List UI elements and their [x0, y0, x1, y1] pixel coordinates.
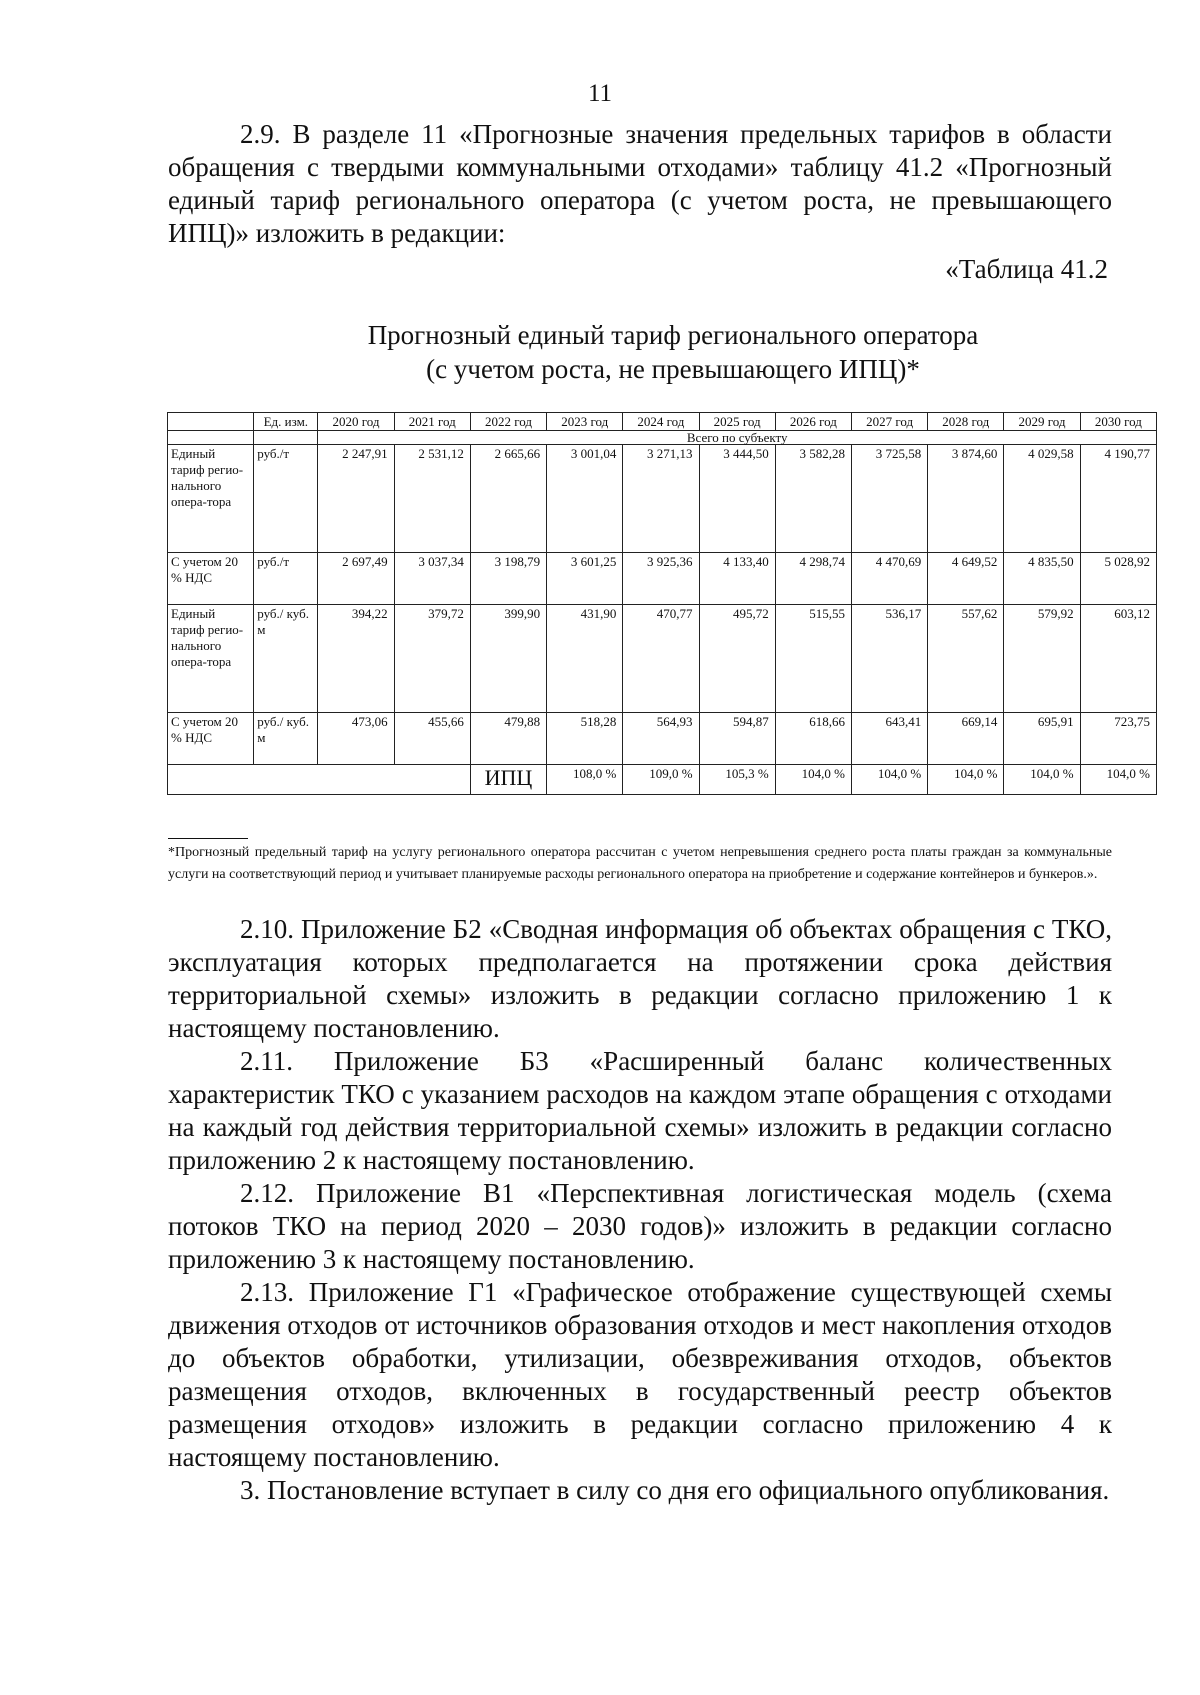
- intro-paragraph: 2.9. В разделе 11 «Прогнозные значения предельных тарифов в области обращения с твердыми коммунальными отходами» таблицу 41.2 «Прогнозный единый тариф регионального оператора (с учетом роста, не превышающего ИПЦ)» изложить в редакции:: [168, 119, 1112, 248]
- row-value: 2 531,12: [394, 445, 470, 553]
- row-value: 473,06: [318, 713, 394, 765]
- table-row: [168, 445, 1157, 553]
- row-value: 4 835,50: [1004, 553, 1080, 605]
- row-value: 3 037,34: [394, 553, 470, 605]
- row-value: 3 001,04: [547, 445, 623, 553]
- row-value: 4 133,40: [699, 553, 775, 605]
- row-value: 3 444,50: [699, 445, 775, 553]
- ipc-value: 104,0 %: [775, 765, 851, 795]
- ipc-value: 104,0 %: [928, 765, 1004, 795]
- row-value: 3 271,13: [623, 445, 699, 553]
- footnote: *Прогнозный предельный тариф на услугу регионального оператора рассчитан с учетом непревышения среднего роста платы граждан за коммунальные услуги на соответствующий период и учитывает планируемые расходы регионального оператора на приобретение и содержание контейнеров и бункеров.».: [168, 845, 1112, 882]
- row-value: 470,77: [623, 605, 699, 713]
- row-value: 394,22: [318, 605, 394, 713]
- paragraph-2-12: 2.12. Приложение В1 «Перспективная логистическая модель (схема потоков ТКО на период 2020 – 2030 годов)» изложить в редакции согласно приложению 3 к настоящему постановлению.: [168, 1178, 1112, 1274]
- row-label: Единый тариф регио-нального опера-тора: [168, 445, 254, 553]
- row-value: 4 190,77: [1080, 445, 1156, 553]
- row-label: Единый тариф регио-нального опера-тора: [168, 605, 254, 713]
- header-year: 2028 год: [928, 413, 1004, 431]
- ipc-value: 105,3 %: [699, 765, 775, 795]
- ipc-row: [168, 765, 1157, 795]
- header-year: 2025 год: [699, 413, 775, 431]
- row-value: 379,72: [394, 605, 470, 713]
- row-value: 695,91: [1004, 713, 1080, 765]
- row-unit: руб./ куб. м: [254, 605, 318, 713]
- row-value: 479,88: [470, 713, 546, 765]
- paragraph-2-10: 2.10. Приложение Б2 «Сводная информация об объектах обращения с ТКО, эксплуатация которых предполагается на протяжении срока действия территориальной схемы» изложить в редакции согласно приложению 1 к настоящему постановлению.: [168, 914, 1112, 1043]
- row-value: 594,87: [699, 713, 775, 765]
- row-value: 3 582,28: [775, 445, 851, 553]
- table-label: «Таблица 41.2: [945, 254, 1108, 284]
- footnote-rule: [168, 838, 248, 839]
- table-title-line2: (с учетом роста, не превышающего ИПЦ)*: [426, 354, 920, 384]
- row-value: 431,90: [547, 605, 623, 713]
- header-year: 2021 год: [394, 413, 470, 431]
- header-unit: Ед. изм.: [254, 413, 318, 431]
- header-year: 2030 год: [1080, 413, 1156, 431]
- row-value: 723,75: [1080, 713, 1156, 765]
- table-row: [168, 553, 1157, 605]
- row-value: 564,93: [623, 713, 699, 765]
- row-unit: руб./т: [254, 553, 318, 605]
- row-value: 518,28: [547, 713, 623, 765]
- row-value: 515,55: [775, 605, 851, 713]
- header-year: 2023 год: [547, 413, 623, 431]
- row-value: 579,92: [1004, 605, 1080, 713]
- row-value: 455,66: [394, 713, 470, 765]
- table-row: [168, 605, 1157, 713]
- ipc-value: 104,0 %: [1004, 765, 1080, 795]
- row-value: 5 028,92: [1080, 553, 1156, 605]
- row-value: 669,14: [928, 713, 1004, 765]
- row-unit: руб./ куб. м: [254, 713, 318, 765]
- header-year: 2024 год: [623, 413, 699, 431]
- header-year: 2029 год: [1004, 413, 1080, 431]
- row-value: 495,72: [699, 605, 775, 713]
- header-year: 2026 год: [775, 413, 851, 431]
- paragraph-2-11: 2.11. Приложение Б3 «Расширенный баланс количественных характеристик ТКО с указанием расходов на каждом этапе обращения с отходами на каждый год действия территориальной схемы» изложить в редакции согласно приложению 2 к настоящему постановлению.: [168, 1046, 1112, 1175]
- row-value: 3 874,60: [928, 445, 1004, 553]
- row-value: 3 725,58: [851, 445, 927, 553]
- row-value: 3 601,25: [547, 553, 623, 605]
- table-title: [168, 318, 1178, 386]
- header-year: 2020 год: [318, 413, 394, 431]
- row-value: 4 470,69: [851, 553, 927, 605]
- row-value: 4 649,52: [928, 553, 1004, 605]
- section-header: Всего по субъекту: [318, 431, 1157, 445]
- row-value: 4 298,74: [775, 553, 851, 605]
- tariff-table: [167, 412, 1157, 795]
- ipc-empty-cell: [168, 765, 471, 795]
- row-label: С учетом 20 % НДС: [168, 713, 254, 765]
- row-label: С учетом 20 % НДС: [168, 553, 254, 605]
- header-empty-cell: [168, 413, 254, 431]
- row-value: 399,90: [470, 605, 546, 713]
- row-value: 2 247,91: [318, 445, 394, 553]
- row-value: 2 697,49: [318, 553, 394, 605]
- ipc-label: ИПЦ: [470, 765, 546, 795]
- row-value: 618,66: [775, 713, 851, 765]
- section-empty-cell: [168, 431, 254, 445]
- section-row: [168, 431, 1157, 445]
- table-title-line1: Прогнозный единый тариф регионального оператора: [367, 320, 979, 350]
- row-value: 536,17: [851, 605, 927, 713]
- row-value: 3 198,79: [470, 553, 546, 605]
- row-unit: руб./т: [254, 445, 318, 553]
- ipc-value: 104,0 %: [1080, 765, 1156, 795]
- page-number: 11: [587, 80, 613, 107]
- ipc-value: 109,0 %: [623, 765, 699, 795]
- paragraph-2-13: 2.13. Приложение Г1 «Графическое отображение существующей схемы движения отходов от источников образования отходов и мест накопления отходов до объектов обработки, утилизации, обезвреживания отходов, объектов размещения отходов, включенных в государственный реестр объектов размещения отходов» изложить в редакции согласно приложению 4 к настоящему постановлению.: [168, 1277, 1112, 1472]
- ipc-value: 104,0 %: [851, 765, 927, 795]
- table-row: [168, 713, 1157, 765]
- row-value: 643,41: [851, 713, 927, 765]
- row-value: 557,62: [928, 605, 1004, 713]
- header-year: 2027 год: [851, 413, 927, 431]
- section-empty-cell: [254, 431, 318, 445]
- row-value: 2 665,66: [470, 445, 546, 553]
- row-value: 603,12: [1080, 605, 1156, 713]
- paragraph-3: 3. Постановление вступает в силу со дня его официального опубликования.: [240, 1475, 1110, 1505]
- ipc-value: 108,0 %: [547, 765, 623, 795]
- row-value: 4 029,58: [1004, 445, 1080, 553]
- header-year: 2022 год: [470, 413, 546, 431]
- row-value: 3 925,36: [623, 553, 699, 605]
- table-header-row: [168, 413, 1157, 431]
